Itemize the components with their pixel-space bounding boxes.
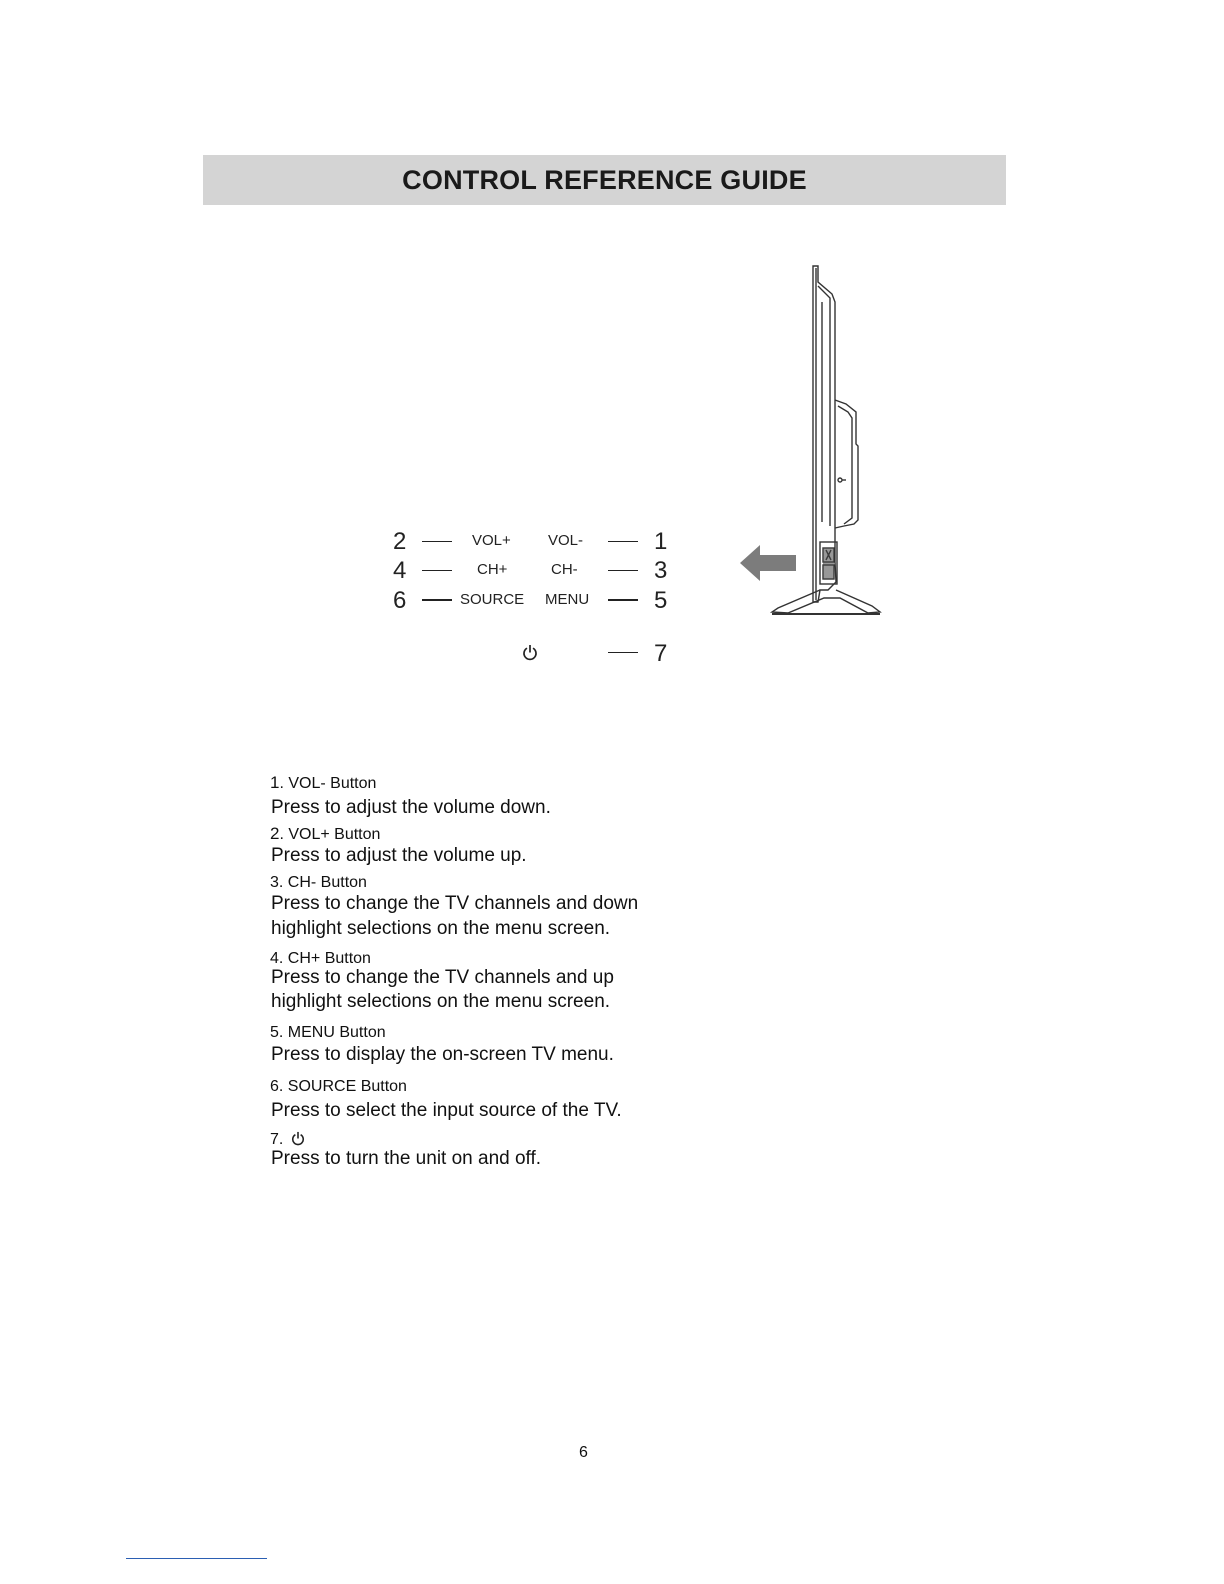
- item-label: CH+ Button: [287, 950, 371, 967]
- page-number: 6: [579, 1444, 588, 1461]
- item-description: Press to change the TV channels and up: [271, 967, 614, 988]
- item-heading: 4. CH+ Button: [270, 950, 371, 967]
- item-heading: 3. CH- Button: [270, 874, 367, 891]
- item-number: 7: [270, 1131, 279, 1148]
- item-number: 4: [270, 950, 279, 967]
- item-number: 1: [270, 773, 280, 792]
- item-number: 5: [270, 1024, 279, 1041]
- leader-line: [608, 599, 638, 601]
- item-description: Press to adjust the volume down.: [271, 797, 551, 818]
- item-heading: 6. SOURCE Button: [270, 1078, 407, 1095]
- item-heading: 2. VOL+ Button: [270, 824, 381, 843]
- item-label: CH- Button: [287, 874, 367, 891]
- item-label: MENU Button: [287, 1024, 386, 1041]
- item-label: VOL- Button: [288, 775, 377, 792]
- item-number: 2: [270, 824, 280, 843]
- button-label: SOURCE: [460, 591, 525, 608]
- callout-number: 2: [393, 528, 407, 555]
- item-description: Press to turn the unit on and off.: [271, 1148, 542, 1169]
- title-bar: [203, 155, 1006, 205]
- button-label: CH+: [477, 561, 508, 578]
- item-heading: 7.: [270, 1131, 305, 1149]
- tv-side-view-icon: [768, 262, 884, 618]
- item-number: 3: [270, 874, 279, 891]
- leader-line: [422, 541, 452, 542]
- item-heading: 5. MENU Button: [270, 1024, 386, 1041]
- callout-number: 7: [654, 640, 668, 667]
- item-description: Press to display the on-screen TV menu.: [271, 1044, 614, 1065]
- item-description: Press to select the input source of the TV.: [271, 1100, 622, 1121]
- button-label: VOL-: [548, 532, 584, 549]
- leader-line: [608, 652, 638, 653]
- item-description: highlight selections on the menu screen.: [271, 991, 611, 1012]
- leader-line: [608, 570, 638, 571]
- item-description: highlight selections on the menu screen.: [271, 918, 611, 939]
- leader-line: [422, 599, 452, 601]
- callout-number: 3: [654, 557, 668, 584]
- item-label: SOURCE Button: [287, 1078, 407, 1095]
- item-description: Press to change the TV channels and down: [271, 893, 639, 914]
- callout-number: 6: [393, 587, 407, 614]
- item-label: VOL+ Button: [288, 826, 381, 843]
- item-description: Press to adjust the volume up.: [271, 845, 527, 866]
- callout-number: 5: [654, 587, 668, 614]
- page-title: CONTROL REFERENCE GUIDE: [402, 164, 807, 195]
- button-label: VOL+: [472, 532, 511, 549]
- item-number: 6: [270, 1078, 279, 1095]
- leader-line: [608, 541, 638, 542]
- callout-number: 4: [393, 557, 407, 584]
- button-label: CH-: [551, 561, 578, 578]
- footer-line: [126, 1558, 267, 1559]
- power-icon: [522, 644, 538, 661]
- callout-number: 1: [654, 528, 668, 555]
- button-label: MENU: [545, 591, 590, 608]
- power-icon: [291, 1131, 305, 1146]
- item-heading: 1. VOL- Button: [270, 773, 377, 792]
- leader-line: [422, 570, 452, 571]
